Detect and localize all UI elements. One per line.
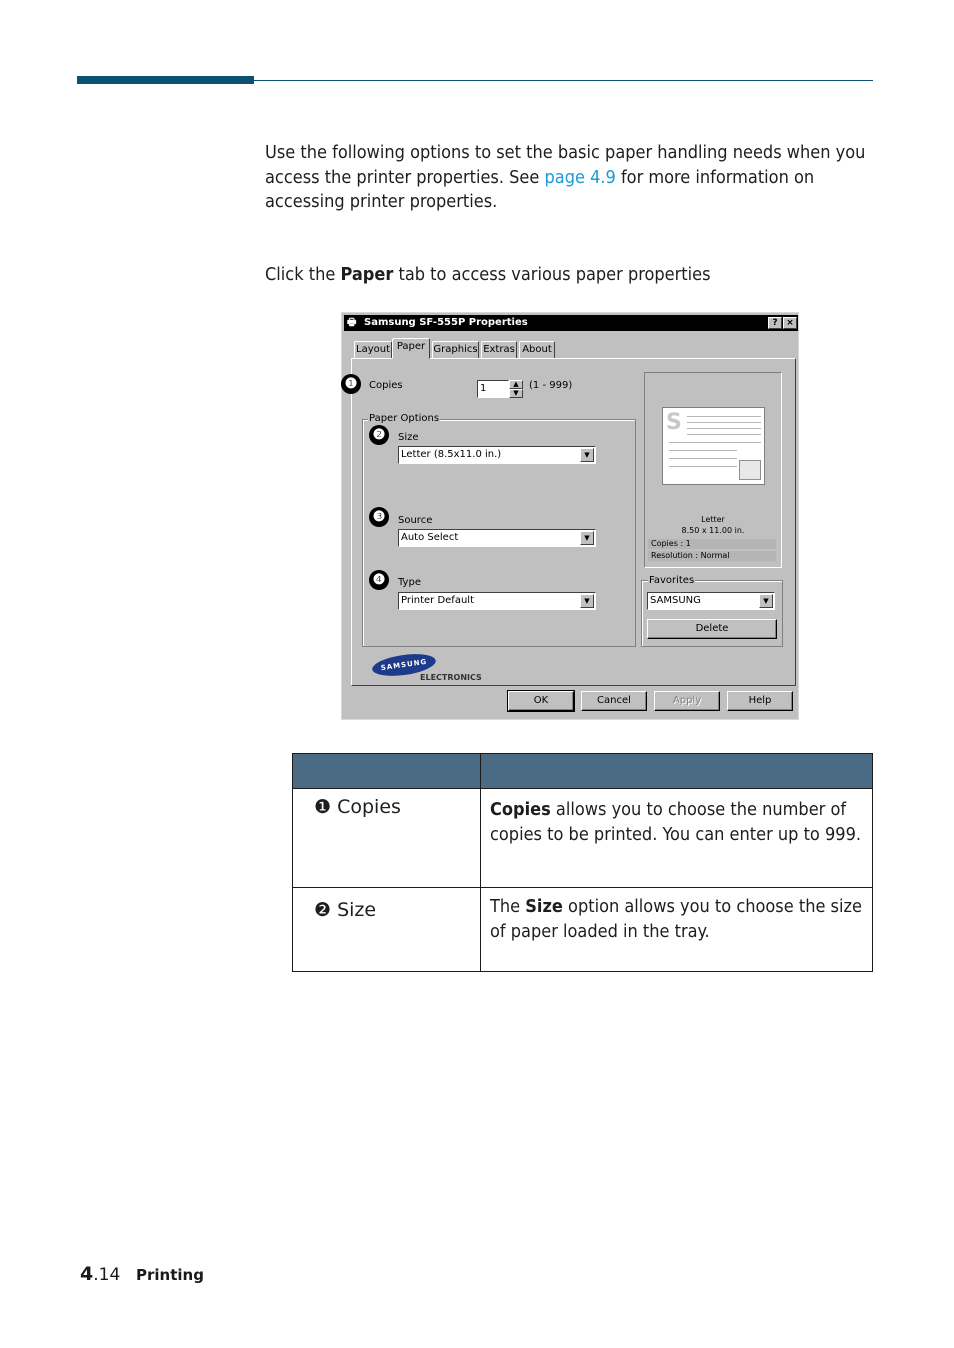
preview-line xyxy=(669,442,761,443)
row-marker-icon: ❶ xyxy=(314,796,332,818)
preview-line xyxy=(687,434,761,435)
size-label: Size xyxy=(398,432,419,443)
row-label xyxy=(314,795,401,819)
row-label-text: Size xyxy=(337,899,377,921)
table-row xyxy=(292,887,481,972)
paper-preview-page xyxy=(662,407,765,485)
row-description xyxy=(490,798,865,847)
preview-paper-dims: 8.50 x 11.00 in. xyxy=(681,526,745,535)
preview-line xyxy=(687,428,761,429)
instruction-prefix: Click the xyxy=(265,264,341,285)
type-dropdown-arrow-icon[interactable]: ▼ xyxy=(580,594,594,608)
preview-line xyxy=(669,450,737,451)
table-header-divider xyxy=(480,754,481,788)
size-dropdown-arrow-icon[interactable]: ▼ xyxy=(580,448,594,462)
preview-copies-info: Copies : 1 xyxy=(648,539,776,549)
preview-image-icon xyxy=(739,460,761,480)
page-suffix: .14 xyxy=(93,1265,121,1285)
preview-line xyxy=(669,458,737,459)
intro-paragraph xyxy=(265,141,875,215)
table-row-desc xyxy=(480,887,873,972)
type-select[interactable]: Printer Default xyxy=(398,592,596,610)
tab-paper[interactable]: Paper xyxy=(392,338,430,359)
table-row-desc xyxy=(480,789,873,888)
preview-line xyxy=(687,422,761,423)
table-header xyxy=(292,753,873,789)
samsung-logo: SAMSUNG xyxy=(371,651,437,680)
tab-about[interactable]: About xyxy=(519,341,555,358)
section-name: Printing xyxy=(136,1266,204,1284)
brand-electronics: ELECTRONICS xyxy=(420,673,482,682)
printer-properties-dialog xyxy=(341,312,799,720)
favorites-dropdown-arrow-icon[interactable]: ▼ xyxy=(759,594,773,608)
printer-icon: 🖶 xyxy=(347,317,357,328)
row-marker-icon: ❷ xyxy=(314,899,332,921)
row-label-text: Copies xyxy=(337,796,401,818)
cancel-button[interactable]: Cancel xyxy=(581,691,647,711)
preview-resolution-info: Resolution : Normal xyxy=(648,551,776,561)
source-select[interactable]: Auto Select xyxy=(398,529,596,547)
copies-input[interactable]: 1 xyxy=(477,380,509,398)
tab-extras[interactable]: Extras xyxy=(481,341,517,358)
instruction-suffix: tab to access various paper properties xyxy=(393,264,711,285)
copies-label: Copies xyxy=(369,380,403,391)
row-description xyxy=(490,895,865,944)
copies-range: (1 - 999) xyxy=(529,380,573,391)
tab-graphics[interactable]: Graphics xyxy=(432,341,479,358)
marker-2-icon: ❷ xyxy=(369,425,389,445)
page-link[interactable]: page 4.9 xyxy=(544,166,616,188)
desc-rest: option allows you to choose the size of paper loaded in the tray. xyxy=(490,896,862,942)
desc-rest: allows you to choose the number of copies to be printed. You can enter up to 999. xyxy=(490,799,862,845)
desc-bold: Copies xyxy=(490,799,551,820)
intro-text-end: for more information on accessing printer properties. xyxy=(265,166,815,212)
preview-paper-name: Letter xyxy=(701,515,725,524)
chapter-number: 4 xyxy=(80,1263,94,1285)
marker-4-icon: ❹ xyxy=(369,570,389,590)
header-rule-thick xyxy=(77,76,254,84)
favorites-title: Favorites xyxy=(649,575,695,586)
instruction-line xyxy=(265,263,875,288)
page-number xyxy=(80,1263,120,1285)
source-dropdown-arrow-icon[interactable]: ▼ xyxy=(580,531,594,545)
size-select[interactable]: Letter (8.5x11.0 in.) xyxy=(398,446,596,464)
instruction-bold: Paper xyxy=(340,264,394,285)
table-row xyxy=(292,789,481,888)
help-button[interactable]: Help xyxy=(727,691,793,711)
marker-1-icon: ❶ xyxy=(341,374,361,394)
copies-up-arrow-icon[interactable]: ▲ xyxy=(509,380,523,389)
row-label xyxy=(314,898,376,922)
copies-down-arrow-icon[interactable]: ▼ xyxy=(509,389,523,398)
desc-bold: Size xyxy=(525,896,563,917)
dialog-title: Samsung SF-555P Properties xyxy=(364,317,528,328)
ok-button[interactable]: OK xyxy=(508,691,574,711)
desc-prefix: The xyxy=(490,896,526,917)
help-title-button[interactable]: ? xyxy=(768,317,782,329)
delete-button[interactable]: Delete xyxy=(647,619,777,639)
apply-button[interactable]: Apply xyxy=(654,691,720,711)
preview-line xyxy=(669,466,737,467)
dialog-titlebar[interactable] xyxy=(344,315,798,331)
intro-text-start: Use the following options to set the basic paper handling needs when you access the printer properties. See xyxy=(265,142,866,188)
close-title-button[interactable]: × xyxy=(783,317,797,329)
paper-options-title: Paper Options xyxy=(369,413,440,424)
tab-layout[interactable]: Layout xyxy=(354,341,392,358)
type-label: Type xyxy=(398,577,421,588)
header-rule-thin xyxy=(254,80,873,81)
preview-line xyxy=(687,416,761,417)
favorites-select[interactable]: SAMSUNG xyxy=(647,592,775,610)
source-label: Source xyxy=(398,515,433,526)
marker-3-icon: ❸ xyxy=(369,507,389,527)
preview-logo-letter: S xyxy=(666,410,682,435)
